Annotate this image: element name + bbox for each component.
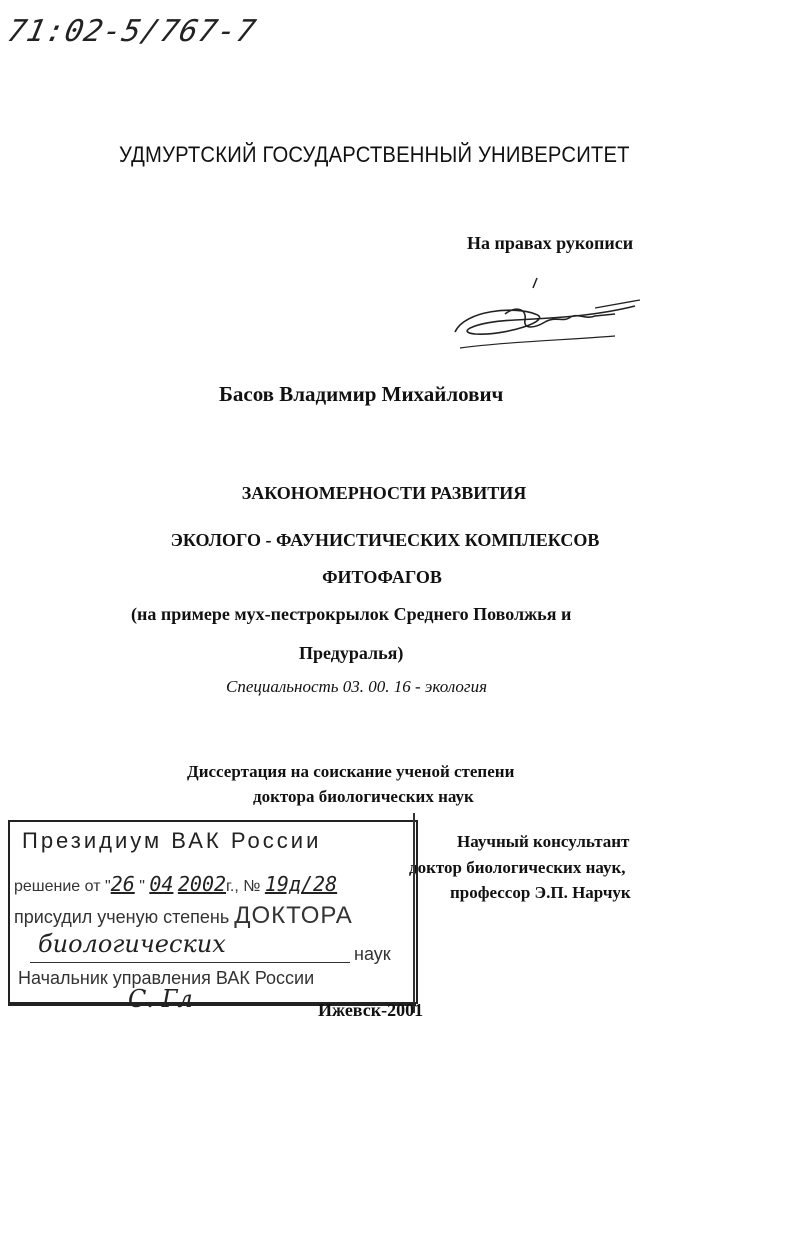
decision-number: 19д/28 <box>264 872 338 896</box>
awarded-text: присудил ученую степень <box>14 907 235 927</box>
decision-day: 26 <box>110 872 135 896</box>
advisor-name: профессор Э.П. Нарчук <box>450 883 631 902</box>
stamp-right-border <box>413 813 415 1013</box>
author-name: Басов Владимир Михайлович <box>219 382 504 406</box>
title-line-1: ЗАКОНОМЕРНОСТИ РАЗВИТИЯ <box>241 483 527 503</box>
month-sep: " <box>134 878 150 895</box>
subtitle-line-1: (на примере мух-пестрокрылок Среднего Поволжья и <box>131 604 572 624</box>
vak-stamp <box>8 820 418 1004</box>
field-underline <box>30 962 350 963</box>
city-year: Ижевск-2001 <box>318 1000 424 1020</box>
archive-number: 71:02-5/767-7 <box>4 14 260 49</box>
decision-month: 04 <box>149 872 174 896</box>
stamp-nauk: наук <box>354 944 391 964</box>
title-line-3: ФИТОФАГОВ <box>322 567 442 587</box>
year-suffix: г., № <box>226 878 261 895</box>
stamp-decision <box>14 872 337 896</box>
author-signature <box>445 270 655 360</box>
dissertation-line-1: Диссертация на соискание ученой степени <box>187 762 515 781</box>
specialty: Специальность 03. 00. 16 - экология <box>226 677 487 696</box>
decision-year: 2002 <box>177 872 227 896</box>
advisor-title: Научный консультант <box>457 832 630 851</box>
stamp-awarded <box>14 902 353 930</box>
stamp-title: Президиум ВАК России <box>22 828 322 853</box>
stamp-signature: С. Гл <box>128 985 193 1013</box>
advisor-degree: доктор биологических наук, <box>409 858 626 877</box>
dissertation-line-2: доктора биологических наук <box>253 787 474 806</box>
subtitle-line-2: Предуралья) <box>299 643 404 663</box>
handwritten-field: биологических <box>38 930 226 958</box>
awarded-degree: ДОКТОРА <box>234 902 353 929</box>
manuscript-note: На правах рукописи <box>467 233 634 253</box>
university-name: УДМУРТСКИЙ ГОСУДАРСТВЕННЫЙ УНИВЕРСИТЕТ <box>119 142 630 167</box>
decision-prefix: решение от " <box>14 878 111 895</box>
title-line-2: ЭКОЛОГО - ФАУНИСТИЧЕСКИХ КОМПЛЕКСОВ <box>170 530 600 550</box>
stamp-head: Начальник управления ВАК России <box>18 968 315 988</box>
